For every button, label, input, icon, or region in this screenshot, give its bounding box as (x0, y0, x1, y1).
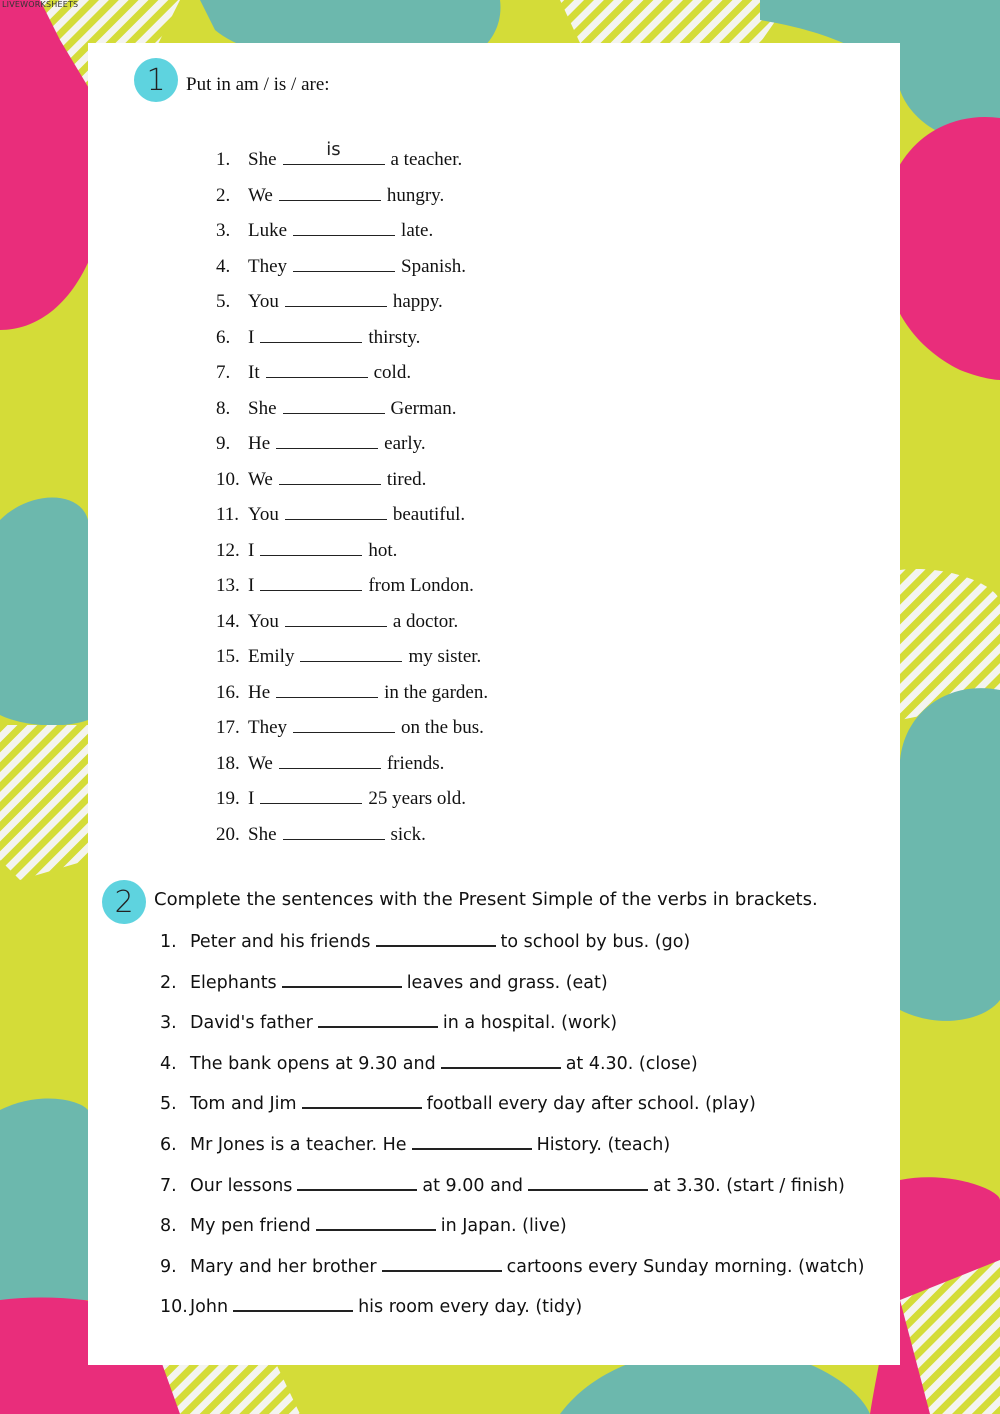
exercise-1-item (216, 255, 488, 291)
section-1-instruction: Put in am / is / are: (186, 74, 330, 95)
item-number: 4. (160, 1053, 177, 1074)
item-number: 9. (160, 1256, 177, 1277)
item-text-before: My pen friend (190, 1216, 311, 1237)
item-rest: in the garden. (384, 681, 489, 703)
answer-blank[interactable] (279, 186, 381, 201)
answer-blank[interactable] (276, 683, 378, 698)
item-text-before: The bank opens at 9.30 and (190, 1053, 436, 1074)
answer-text: is (326, 139, 341, 160)
item-subject: Luke (248, 220, 288, 241)
answer-blank[interactable] (233, 1296, 353, 1312)
answer-blank[interactable] (260, 789, 362, 804)
item-number: 15. (216, 646, 240, 667)
exercise-1-item (216, 752, 488, 788)
item-text-after: History. (teach) (536, 1134, 671, 1155)
item-number: 10. (160, 1297, 188, 1318)
item-number: 12. (216, 539, 240, 561)
item-rest: early. (384, 433, 426, 454)
exercise-1-item (216, 503, 488, 539)
exercise-1-item (216, 432, 488, 468)
item-rest: friends. (386, 752, 445, 774)
answer-blank[interactable] (302, 1093, 422, 1109)
exercise-1-item (216, 823, 488, 859)
item-text-after: at 3.30. (start / finish) (653, 1175, 845, 1196)
exercise-2-item (160, 1011, 864, 1052)
item-text-after: at 4.30. (close) (565, 1053, 698, 1074)
exercise-2-item (160, 1052, 864, 1093)
answer-blank[interactable] (293, 257, 395, 272)
exercise-1-item (216, 468, 488, 504)
item-number: 14. (216, 610, 240, 632)
item-subject: We (248, 468, 273, 490)
item-number: 16. (216, 681, 240, 703)
item-number: 1. (216, 149, 231, 170)
item-text-after: football every day after school. (play) (426, 1094, 756, 1115)
item-subject: They (248, 717, 288, 738)
item-number: 7. (216, 362, 231, 383)
item-text-after: his room every day. (tidy) (358, 1297, 583, 1318)
answer-blank[interactable] (285, 505, 387, 520)
item-subject: She (248, 149, 277, 170)
item-text-after: leaves and grass. (eat) (406, 972, 608, 993)
exercise-2-item (160, 930, 864, 971)
answer-blank[interactable] (285, 292, 387, 307)
exercise-1-item (216, 787, 488, 823)
item-subject: I (248, 575, 255, 596)
item-subject: You (248, 610, 279, 632)
item-subject: I (248, 788, 255, 809)
answer-blank[interactable] (266, 363, 368, 378)
item-number: 8. (160, 1216, 177, 1237)
exercise-1-item (216, 645, 488, 681)
section-2-instruction: Complete the sentences with the Present Simple of the verbs in brackets. (154, 889, 818, 910)
item-rest: my sister. (408, 646, 482, 667)
item-text-after: in Japan. (live) (440, 1216, 567, 1237)
item-rest: a teacher. (390, 149, 463, 170)
item-subject: We (248, 752, 273, 774)
item-rest: happy. (392, 291, 443, 312)
answer-blank[interactable] (260, 328, 362, 343)
item-subject: She (248, 397, 277, 419)
item-rest: tired. (386, 468, 427, 490)
section-1-list (216, 139, 489, 858)
exercise-2-item (160, 1133, 864, 1174)
item-number: 6. (160, 1134, 177, 1155)
teal-blob-left-lower (0, 1098, 88, 1300)
item-text-middle: at 9.00 and (422, 1175, 524, 1196)
exercise-1-item (216, 184, 488, 220)
answer-blank[interactable] (283, 825, 385, 840)
answer-blank[interactable] (260, 541, 362, 556)
answer-blank[interactable] (283, 399, 385, 414)
answer-blank[interactable] (283, 139, 385, 165)
watermark: LIVEWORKSHEETS (2, 0, 79, 9)
item-number: 2. (160, 972, 177, 993)
item-number: 3. (160, 1013, 177, 1034)
item-rest: sick. (390, 823, 426, 845)
exercise-1-item (216, 574, 488, 610)
answer-blank[interactable] (382, 1256, 502, 1272)
item-number: 3. (216, 220, 231, 241)
section-2-list (160, 930, 864, 1336)
exercise-1-item (216, 219, 488, 255)
item-subject: She (248, 823, 277, 845)
answer-blank[interactable] (412, 1134, 532, 1150)
item-number: 7. (160, 1175, 177, 1196)
answer-blank[interactable] (293, 221, 395, 236)
item-rest: late. (401, 220, 434, 241)
item-text-before: David's father (190, 1013, 313, 1034)
item-number: 9. (216, 433, 231, 454)
item-rest: German. (390, 397, 457, 419)
teal-blob-left (0, 498, 88, 726)
item-rest: cold. (373, 362, 412, 383)
exercise-1-item (216, 610, 488, 646)
item-subject: I (248, 539, 255, 561)
stripe-patch-top-right (560, 0, 790, 43)
answer-blank[interactable] (279, 754, 381, 769)
item-number: 1. (160, 932, 177, 952)
exercise-2-item (160, 1255, 864, 1296)
answer-blank[interactable] (528, 1175, 648, 1191)
answer-blank[interactable] (376, 931, 496, 947)
item-number: 4. (216, 255, 231, 277)
exercise-2-item (160, 971, 864, 1012)
item-number: 2. (216, 184, 231, 206)
answer-blank[interactable] (441, 1053, 561, 1069)
item-subject: I (248, 326, 255, 348)
exercise-2-item (160, 1295, 864, 1336)
exercise-1-item (216, 716, 488, 752)
answer-blank[interactable] (300, 647, 402, 662)
item-text-after: to school by bus. (go) (500, 932, 691, 952)
exercise-1-item (216, 397, 488, 433)
item-number: 20. (216, 823, 240, 845)
item-rest: from London. (368, 575, 474, 596)
exercise-2-item (160, 1092, 864, 1133)
item-text-before: John (190, 1297, 229, 1318)
item-rest: on the bus. (401, 717, 484, 738)
answer-blank[interactable] (276, 434, 378, 449)
exercise-1-item (216, 539, 488, 575)
stripe-patch-left (0, 725, 88, 880)
item-number: 13. (216, 575, 240, 596)
item-subject: Emily (248, 646, 295, 667)
item-rest: a doctor. (392, 610, 459, 632)
answer-blank[interactable] (279, 470, 381, 485)
exercise-1-item (216, 681, 488, 717)
item-number: 18. (216, 752, 240, 774)
item-number: 10. (216, 468, 240, 490)
answer-blank[interactable] (293, 718, 395, 733)
exercise-1-item (216, 326, 488, 362)
item-number: 5. (216, 291, 231, 312)
item-subject: You (248, 504, 279, 525)
answer-blank[interactable] (285, 612, 387, 627)
item-subject: You (248, 291, 279, 312)
item-number: 19. (216, 788, 240, 809)
section-1-number-badge: 1 (134, 58, 178, 102)
item-subject: They (248, 255, 288, 277)
item-rest: hungry. (386, 184, 445, 206)
item-number: 17. (216, 717, 240, 738)
item-subject: We (248, 184, 273, 206)
item-text-before: Mr Jones is a teacher. He (190, 1134, 407, 1155)
item-text-before: Tom and Jim (190, 1094, 297, 1115)
item-rest: thirsty. (368, 326, 421, 348)
item-text-before: Peter and his friends (190, 932, 371, 952)
item-text-before: Mary and her brother (190, 1256, 377, 1277)
item-text-before: Our lessons (190, 1175, 293, 1196)
answer-blank[interactable] (260, 576, 362, 591)
answer-blank[interactable] (318, 1012, 438, 1028)
answer-blank[interactable] (282, 972, 402, 988)
item-rest: 25 years old. (368, 788, 466, 809)
item-number: 8. (216, 397, 231, 419)
item-text-after: cartoons every Sunday morning. (watch) (506, 1256, 865, 1277)
item-rest: beautiful. (392, 504, 466, 525)
item-text-before: Elephants (190, 972, 277, 993)
item-number: 11. (216, 504, 240, 525)
item-subject: It (248, 362, 260, 383)
exercise-2-item (160, 1174, 864, 1215)
item-number: 6. (216, 326, 231, 348)
item-text-after: in a hospital. (work) (442, 1013, 618, 1034)
item-number: 5. (160, 1094, 177, 1115)
answer-blank[interactable] (297, 1175, 417, 1191)
item-subject: He (248, 433, 271, 454)
exercise-1-item (216, 361, 488, 397)
item-subject: He (248, 681, 271, 703)
exercise-2-item (160, 1214, 864, 1255)
exercise-1-item (216, 290, 488, 326)
exercise-1-item (216, 139, 488, 184)
item-rest: hot. (368, 539, 398, 561)
item-rest: Spanish. (401, 255, 466, 277)
answer-blank[interactable] (316, 1215, 436, 1231)
section-2-number-badge: 2 (102, 880, 146, 924)
teal-blob-right (900, 688, 1000, 1021)
